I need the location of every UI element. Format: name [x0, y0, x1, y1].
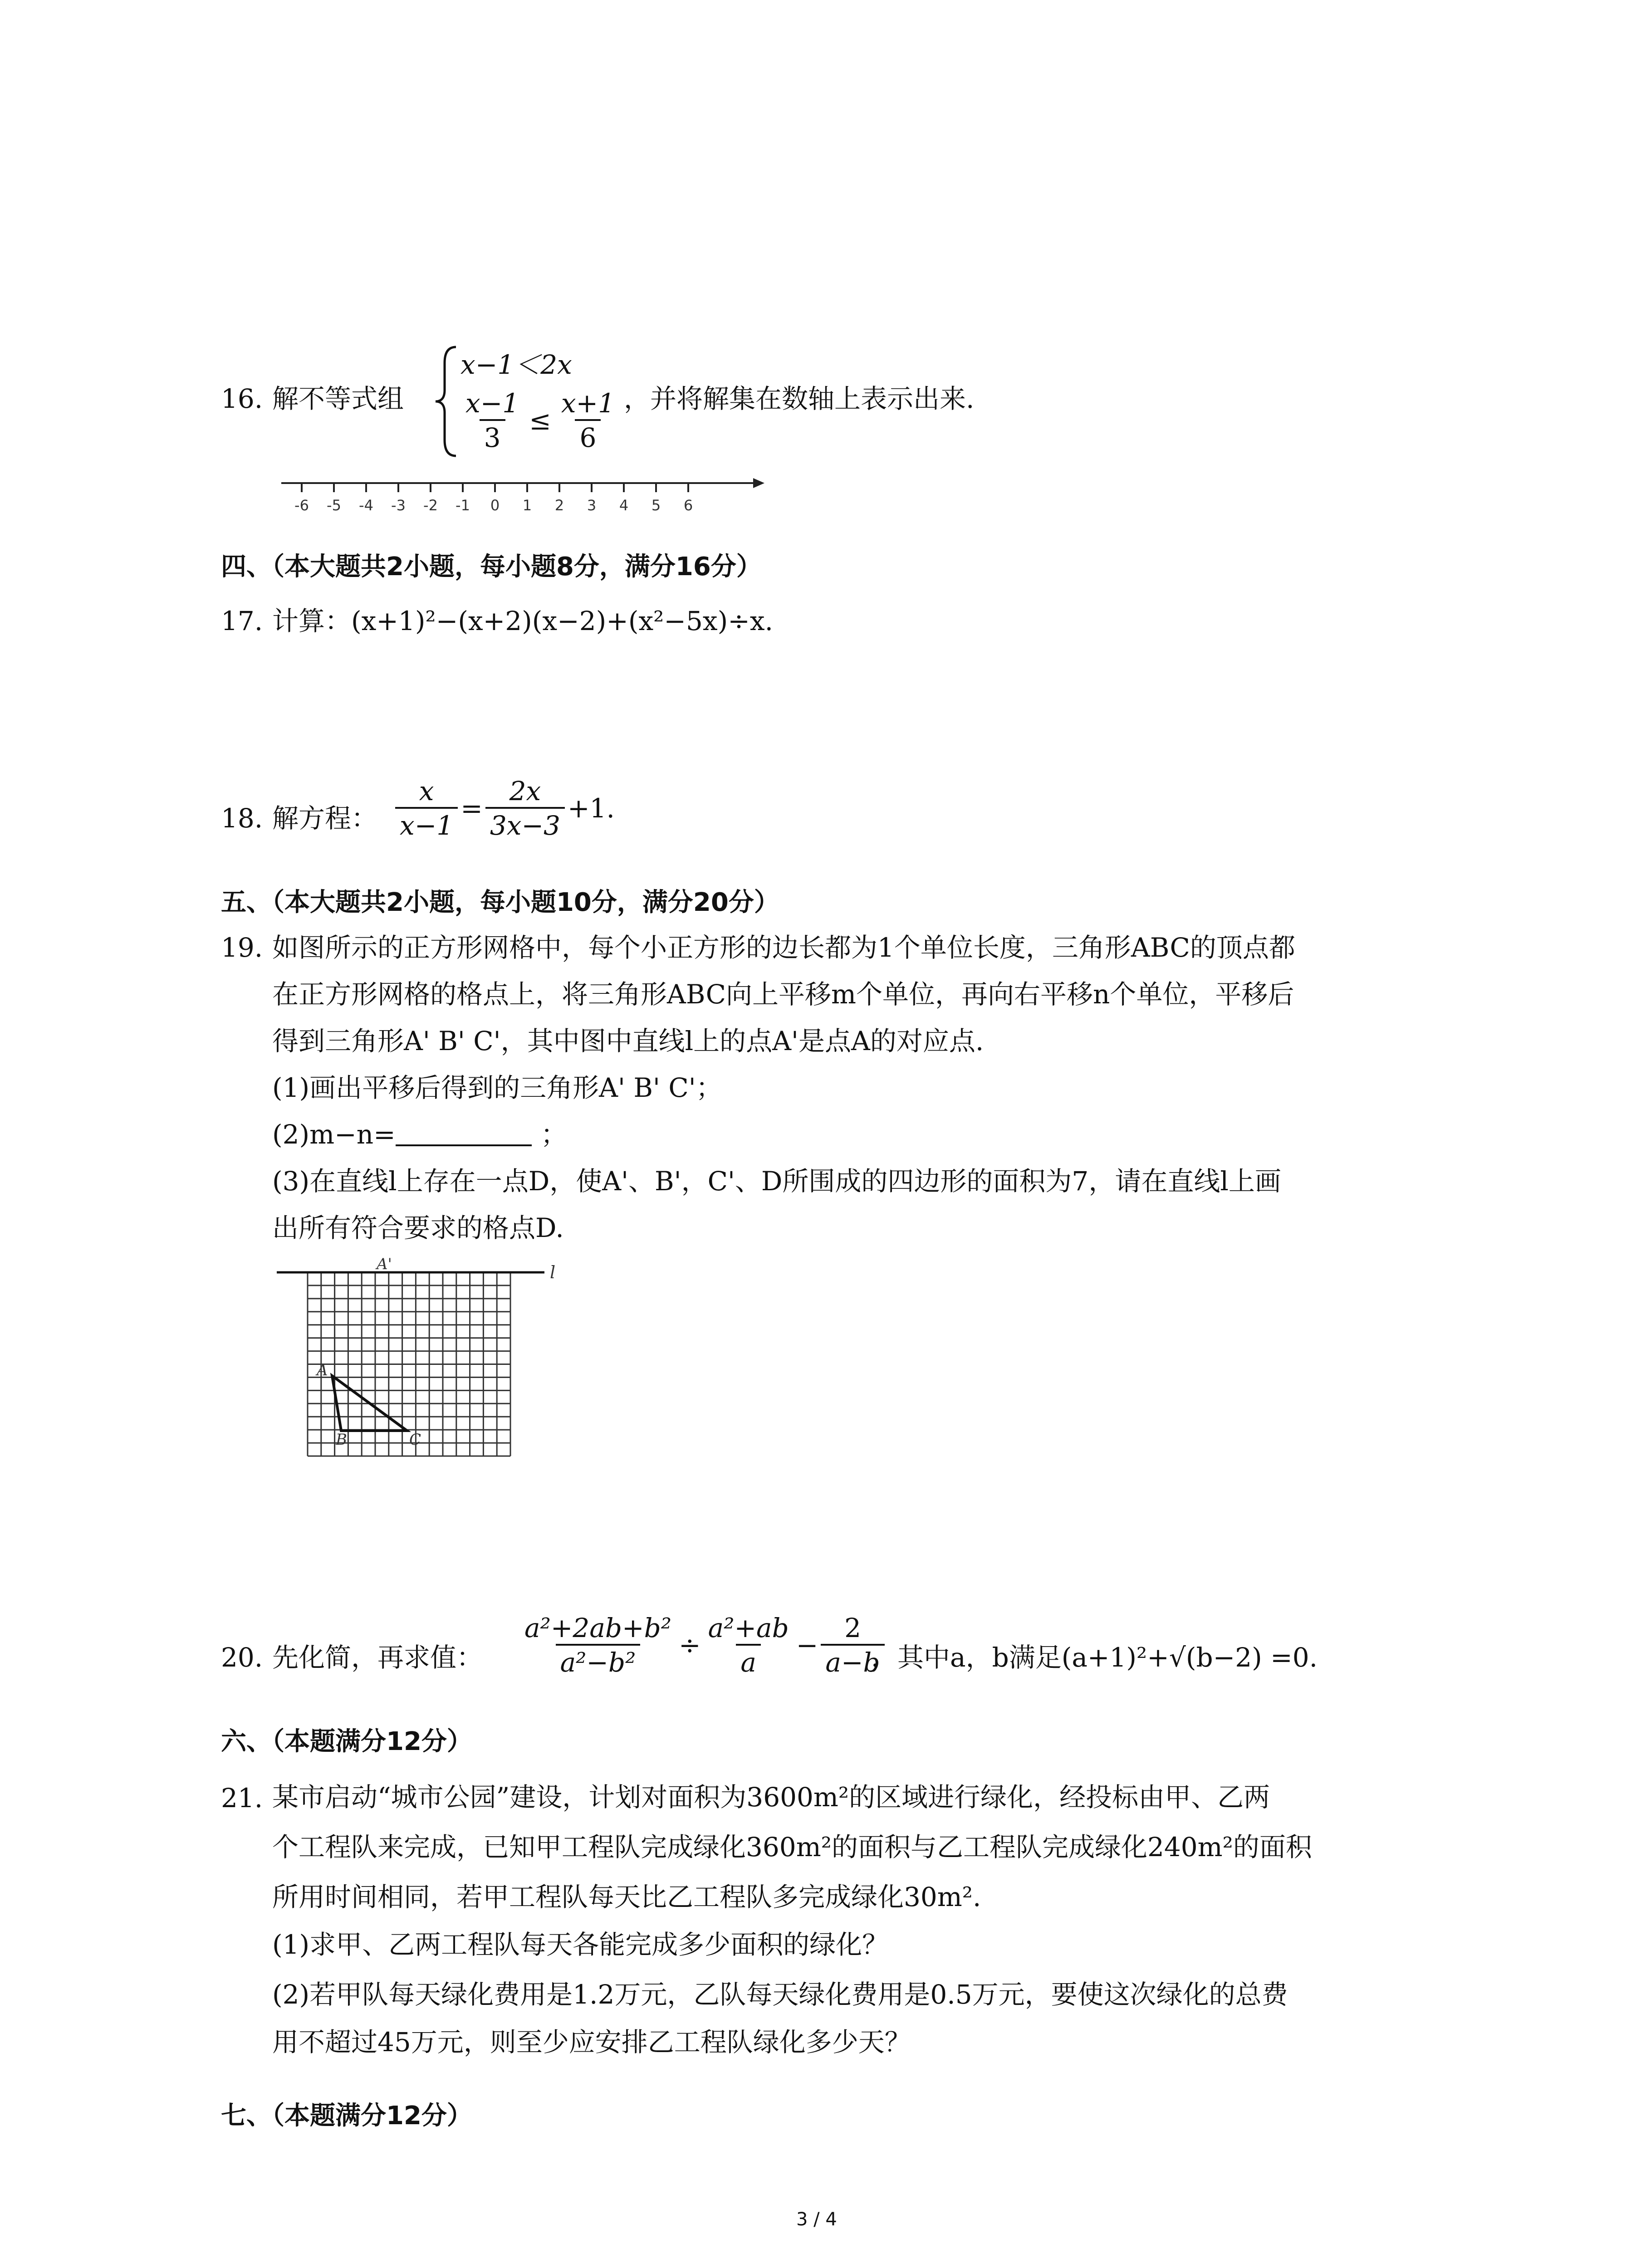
q18-lhs-den: x−1 — [395, 807, 458, 839]
q18-number: 18. — [221, 803, 263, 834]
label-a-prime: A' — [377, 1255, 392, 1273]
number-line-tick-label: 5 — [651, 497, 661, 514]
number-line-tick-label: -6 — [294, 497, 309, 514]
q16-prefix: 解不等式组 — [272, 383, 404, 414]
q17-number: 17. — [221, 606, 263, 636]
q16-brace — [433, 345, 460, 458]
q20-f2-den: a — [736, 1644, 761, 1676]
q21-sub-2-line-1: (2)若甲队每天绿化费用是1.2万元，乙队每天绿化费用是0.5万元，要使这次绿化的总费 — [272, 1979, 1288, 2010]
q18-equation — [392, 778, 615, 839]
q16-frac2-den: 6 — [575, 419, 601, 451]
section-5-heading: 五、（本大题共2小题，每小题10分，满分20分） — [221, 888, 779, 917]
q21-number: 21. — [221, 1783, 263, 1813]
q16-frac1-num: x−1 — [465, 388, 519, 419]
number-line-tick-label: -1 — [456, 497, 470, 514]
q20-f1-num: a²+2ab+b² — [524, 1613, 672, 1643]
q16-number: 16. — [221, 383, 263, 414]
q19-sub-3-line-2: 出所有符合要求的格点D. — [272, 1212, 564, 1243]
q17-text: 计算：(x+1)²−(x+2)(x−2)+(x²−5x)÷x. — [272, 606, 774, 636]
q20-prefix: 先化简，再求值： — [272, 1642, 483, 1673]
section-7-heading: 七、（本题满分12分） — [221, 2101, 472, 2131]
label-a: A — [317, 1361, 328, 1379]
label-c: C — [409, 1431, 421, 1449]
q20-number: 20. — [221, 1642, 263, 1673]
q16-inequality-1: x−1＜2x — [460, 349, 572, 380]
q21-line-3: 所用时间相同，若甲工程队每天比乙工程队多完成绿化30m². — [272, 1882, 981, 1912]
number-line-tick-label: -5 — [327, 497, 341, 514]
q19-answer-blank[interactable] — [396, 1122, 532, 1146]
q19-sub-2 — [272, 1115, 567, 1154]
label-b: B — [336, 1431, 347, 1449]
q18-prefix: 解方程： — [272, 803, 378, 834]
q18-lhs-num: x — [419, 776, 434, 807]
q20-f3-den: a−b — [821, 1644, 884, 1676]
q20-suffix: ，其中a，b满足(a+1)²+√(b−2) =0. — [871, 1642, 1318, 1673]
q16-suffix: ，并将解集在数轴上表示出来. — [624, 383, 975, 414]
q19-sub-2-end: ； — [540, 1119, 567, 1150]
section-4-heading: 四、（本大题共2小题，每小题8分，满分16分） — [221, 552, 762, 582]
number-line-tick-label: 6 — [683, 497, 693, 514]
q20-f1-den: a²−b² — [556, 1644, 641, 1676]
q18-rhs-den: 3x−3 — [485, 807, 565, 839]
q18-equals: = — [460, 793, 483, 824]
section-6-heading: 六、（本题满分12分） — [221, 1727, 472, 1756]
q21-sub-1: (1)求甲、乙两工程队每天各能完成多少面积的绿化？ — [272, 1929, 889, 1960]
page-number: 3 / 4 — [796, 2209, 837, 2230]
q21-sub-2-line-2: 用不超过45万元，则至少应安排乙工程队绿化多少天？ — [272, 2027, 911, 2058]
number-line-tick-label: 2 — [554, 497, 564, 514]
q19-sub-2-label: (2)m−n= — [272, 1119, 396, 1150]
q19-grid-figure — [263, 1252, 563, 1479]
q16-frac2-num: x+1 — [561, 388, 615, 419]
number-line-tick-label: -3 — [391, 497, 406, 514]
q19-line-1: 如图所示的正方形网格中，每个小正方形的边长都为1个单位长度，三角形ABC的顶点都 — [272, 932, 1295, 963]
q19-number: 19. — [221, 932, 263, 963]
number-line-tick-label: 0 — [490, 497, 500, 514]
q20-div: ÷ — [679, 1630, 701, 1661]
number-line-tick-label: 1 — [522, 497, 532, 514]
label-l: l — [550, 1262, 556, 1282]
q21-line-1: 某市启动“城市公园”建设，计划对面积为3600m²的区域进行绿化，经投标由甲、乙两 — [272, 1782, 1270, 1813]
number-line-tick-label: 3 — [587, 497, 597, 514]
q20-f2-num: a²+ab — [708, 1613, 789, 1643]
q20-f3-num: 2 — [844, 1613, 861, 1643]
q20-minus: − — [796, 1630, 818, 1661]
q18-rhs-num: 2x — [509, 776, 541, 807]
q16-inequality-2 — [458, 390, 622, 451]
q19-sub-3-line-1: (3)在直线l上存在一点D，使A'、B'，C'、D所围成的四边形的面积为7，请在直线l上画 — [272, 1166, 1281, 1197]
number-line-tick-label: 4 — [619, 497, 629, 514]
q19-sub-1: (1)画出平移后得到的三角形A' B' C'； — [272, 1072, 722, 1103]
number-line-arrow-icon — [753, 478, 764, 488]
q19-line-2: 在正方形网格的格点上，将三角形ABC向上平移m个单位，再向右平移n个单位，平移后 — [272, 979, 1294, 1010]
q20-expression — [517, 1615, 887, 1676]
number-line — [272, 472, 771, 526]
q16-le-sign: ≤ — [529, 405, 551, 436]
number-line-tick-label: -2 — [423, 497, 438, 514]
number-line-tick-label: -4 — [359, 497, 373, 514]
q18-tail: +1. — [567, 793, 615, 824]
q16-frac1-den: 3 — [480, 419, 505, 451]
q19-line-3: 得到三角形A' B' C'，其中图中直线l上的点A'是点A的对应点. — [272, 1026, 984, 1056]
q21-line-2: 个工程队来完成，已知甲工程队完成绿化360m²的面积与乙工程队完成绿化240m²的面积 — [272, 1832, 1312, 1862]
